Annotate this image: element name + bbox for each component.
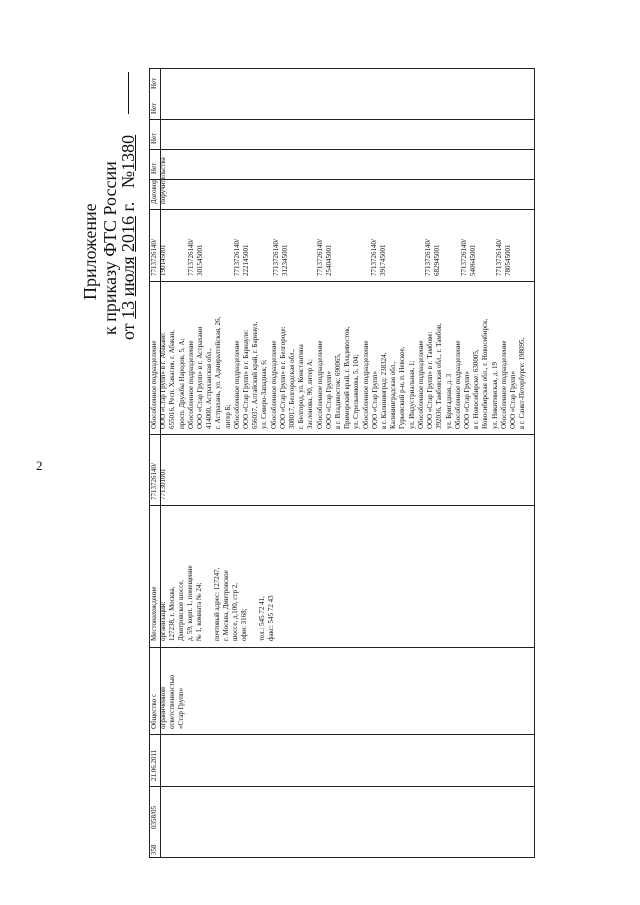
divider — [150, 119, 534, 120]
branch-line: ул. Бригадная, д. 3 — [444, 373, 453, 429]
branch-list — [150, 317, 527, 429]
branch-line: ул. Стрельникова, 5, 104; — [352, 354, 361, 429]
branch-line: в г. Санкт-Петербурге: 198095, — [518, 337, 527, 429]
branch-line: Обособленное подразделение — [315, 340, 324, 429]
branch-line: 308017, Белгородская обл., — [288, 348, 297, 429]
order-reference: к приказу ФТС России — [100, 161, 120, 335]
branch-line: 655016, Респ. Хакасия, г. Абакан, — [168, 330, 177, 429]
branch-line: Обособленное подразделение — [150, 340, 158, 429]
branch-line: в г. Новосибирске: 630005, — [472, 349, 481, 429]
branch-line: ООО «Стар Групп» — [324, 371, 333, 429]
branch-line: в г. Владивосток: 690065, — [334, 353, 343, 429]
branch-line: Калининградская обл., — [389, 361, 398, 429]
divider — [150, 505, 534, 506]
divider — [150, 149, 534, 150]
page-number: 2 — [36, 458, 43, 473]
branch-line: ООО «Стар Групп» в г. Барнауле: — [242, 329, 251, 429]
divider — [150, 647, 534, 648]
branch-line: ООО «Стар Групп» в г. Астрахани — [196, 326, 205, 429]
branch-line: ООО «Стар Групп» в г. Тамбове: — [426, 331, 435, 429]
registry-table — [149, 68, 535, 858]
branch-line: 656037, Алтайский край, г. Барнаул, — [251, 321, 260, 429]
branch-line: литер Б; — [223, 404, 232, 429]
branch-line: Обособленное подразделение — [416, 340, 425, 429]
inn-kpp: 7713726140/ 771301001 — [150, 463, 167, 500]
appendix-title: Приложение — [80, 203, 100, 300]
divider — [150, 734, 534, 735]
branch-kpp-4: 7713726140/ 312345001 — [272, 239, 289, 276]
contract-type: Договор поручительства — [150, 157, 167, 204]
order-date-line — [118, 135, 139, 340]
branch-kpp-3: 7713726140/ 222145001 — [233, 239, 250, 276]
branch-line: Обособленное подразделение — [186, 340, 195, 429]
branch-line: ООО «Стар Групп» в г. Белгороде: — [278, 326, 287, 429]
branch-line: ул. Северо-Западная, 6; — [260, 359, 269, 429]
branch-line: 392036, Тамбовская обл., г. Тамбов, — [435, 323, 444, 429]
branch-line: 414000, Астраханская обл., — [205, 348, 214, 429]
branch-line: ул. Никитинская, д. 19 — [490, 362, 499, 429]
date-year: 2016 — [118, 215, 138, 252]
branch-line: Гурьевский р-н, п. Невское, — [398, 346, 407, 429]
branch-line: Новосибирская обл., г. Новосибирск, — [481, 318, 490, 429]
branch-kpp-8: 7713726140/ 540645001 — [460, 239, 477, 276]
divider — [150, 179, 534, 180]
branch-line: в г. Калининград: 238324, — [380, 352, 389, 429]
date-suffix: г. — [118, 201, 138, 212]
branch-kpp-1: 7713726140/ 190145001 — [150, 239, 167, 276]
order-number: 1380 — [118, 134, 138, 171]
branch-kpp-2: 7713726140/ 301545001 — [187, 239, 204, 276]
branch-line: Приморский край, г. Владивосток, — [343, 326, 352, 429]
branch-line: Обособленное подразделение — [361, 340, 370, 429]
registry-number: 0358/05 — [150, 806, 158, 829]
flag-c: Нет — [150, 102, 158, 114]
number-label: № — [118, 170, 138, 189]
divider — [150, 786, 534, 787]
branch-line: Обособленное подразделение — [232, 340, 241, 429]
divider — [150, 209, 534, 210]
branch-kpp-5: 7713726140/ 254045001 — [316, 239, 333, 276]
date-prefix: от — [118, 323, 138, 340]
organization-name: Общество с ограниченной ответственностью «Стар Групп» — [150, 674, 185, 729]
date-month: июля — [118, 256, 138, 297]
branch-line: Обособленное подразделение — [499, 340, 508, 429]
branch-line: г. Астрахань, ул. Адмиралтейская, 26, — [214, 316, 223, 429]
branch-line: ООО «Стар Групп» — [370, 371, 379, 429]
divider — [150, 434, 534, 435]
branch-kpp-9: 7713726140/ 780545001 — [495, 239, 512, 276]
branch-line: ООО «Стар Групп» в г. Абакане: — [159, 332, 168, 429]
date-day: 13 — [118, 300, 138, 319]
branch-line: ООО «Стар Групп» — [508, 371, 517, 429]
branch-line: Заслонова, 90, литер А; — [306, 359, 315, 429]
branch-line: г. Белгород, ул. Константина — [297, 344, 306, 429]
branch-kpp-6: 7713726140/ 391745001 — [370, 239, 387, 276]
number-underline — [128, 72, 129, 114]
branch-line: Обособленное подразделение — [453, 340, 462, 429]
branch-kpp-7: 7713726140/ 682945001 — [424, 239, 441, 276]
row-number: 358 — [150, 844, 158, 855]
divider — [150, 281, 534, 282]
organization-address: Местонахождение организации: 127238, г. Москва, Дмитровское шоссе, д. 59, корп. 1, помещение № 1, комната № 24; почтовый адрес: 127247, г. Москва, Дмитровское шоссе, д.100, стр 2, офис 3168; тел.: 545 72 41, факс: 545 72 43 — [150, 565, 275, 641]
branch-line: Обособленное подразделение — [269, 340, 278, 429]
flag-a: Нет — [150, 162, 158, 174]
branch-line: просп. Дружбы Народов, 5, А; — [177, 338, 186, 429]
flag-b: Нет — [150, 132, 158, 144]
flag-d: Нет — [150, 77, 158, 89]
inclusion-date: 21.06.2011 — [150, 749, 158, 781]
branch-line: ООО «Стар Групп» — [462, 371, 471, 429]
branch-line: ул. Индустриальная, 1; — [407, 360, 416, 429]
